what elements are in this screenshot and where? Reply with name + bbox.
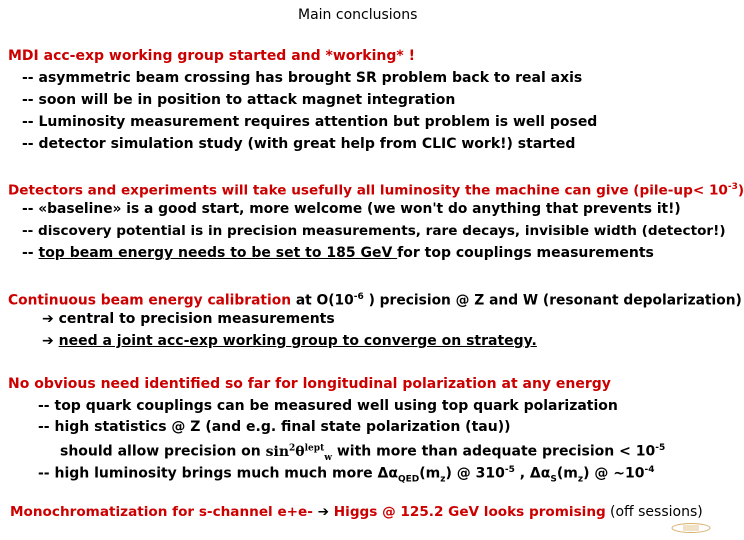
- mdi-bullet-4: -- detector simulation study (with great help from CLIC work!) started: [22, 136, 576, 152]
- mdi-heading: MDI acc-exp working group started and *working* !: [8, 48, 415, 64]
- detectors-heading: Detectors and experiments will take usefully all luminosity the machine can give (pile-up< $10^{-3}$): [8, 182, 744, 199]
- detectors-bullet-3: -- top beam energy needs to be set to 185 GeV for top couplings measurements: [22, 245, 654, 261]
- polarization-heading: No obvious need identified so far for longitudinal polarization at any energy: [8, 376, 611, 392]
- arrow-right-icon: ➔: [42, 333, 54, 349]
- arrow-right-icon: ➔: [317, 504, 330, 520]
- calibration-heading: Continuous beam energy calibration at $O(10^{-6}$ ) precision @ Z and W (resonant depolarization): [8, 292, 742, 309]
- detectors-bullet-1: -- «baseline» is a good start, more welcome (we won't do anything that prevents it!): [22, 201, 681, 217]
- polarization-bullet-2: -- high statistics @ Z (and e.g. final state polarization (tau)): [38, 419, 511, 435]
- page-title: Main conclusions: [298, 7, 418, 23]
- mdi-bullet-1: -- asymmetric beam crossing has brought SR problem back to real axis: [22, 70, 583, 86]
- mdi-bullet-2: -- soon will be in position to attack magnet integration: [22, 92, 456, 108]
- polarization-bullet-1: -- top quark couplings can be measured well using top quark polarization: [38, 398, 618, 414]
- arrow-right-icon: ➔: [42, 311, 54, 327]
- polarization-bullet-3: should allow precision on $\sin^2\theta^{lept}_w$ with more than adequate precision < $10^{-5}$: [60, 443, 666, 463]
- logo: [670, 522, 712, 534]
- calibration-bullet-2: ➔ need a joint acc-exp working group to converge on strategy.: [42, 333, 537, 349]
- calibration-bullet-1: ➔ central to precision measurements: [42, 311, 335, 327]
- mdi-bullet-3: -- Luminosity measurement requires attention but problem is well posed: [22, 114, 598, 130]
- polarization-bullet-4: -- high luminosity brings much much more $\Delta\alpha_{QED}(m_z)$ @ $310^{-5}$ , $\Delta\alpha_S(m_z)$ @ $\sim 10^{-4}$: [38, 465, 655, 485]
- monochromatization-line: Monochromatization for s-channel e+e- ➔ Higgs @ 125.2 GeV looks promising: [10, 504, 606, 520]
- off-sessions-note: (off sessions): [610, 504, 703, 520]
- detectors-bullet-2: -- discovery potential is in precision measurements, rare decays, invisible width (detector!): [22, 223, 726, 239]
